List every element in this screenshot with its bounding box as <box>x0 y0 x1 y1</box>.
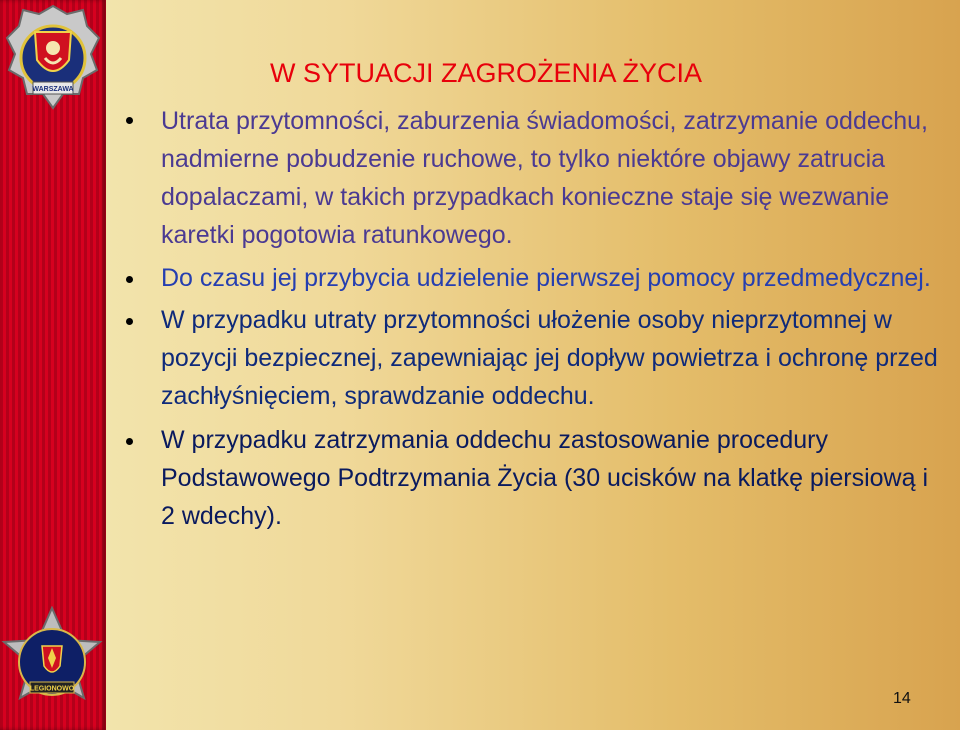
bullet-text: Do czasu jej przybycia udzielenie pierwszej pomocy przedmedycznej. <box>161 264 931 292</box>
bullet-dot-icon <box>126 318 133 325</box>
bullet-dot-icon <box>126 117 133 124</box>
bullet-list <box>118 102 938 535</box>
slide-title: W SYTUACJI ZAGROŻENIA ŻYCIA <box>270 58 703 88</box>
bullet-dot-icon <box>126 276 133 283</box>
police-star-badge-icon <box>0 606 104 726</box>
bullet-text: W przypadku utraty przytomności ułożenie osoby nieprzytomnej w pozycji bezpiecznej, zapewniając jej dopływ powietrza i ochronę przed zachłyśnięciem, sprawdzanie oddechu. <box>161 306 938 410</box>
bullet-dot-icon <box>126 438 133 445</box>
bullet-item <box>118 259 938 297</box>
bullet-text: Utrata przytomności, zaburzenia świadomości, zatrzymanie oddechu, nadmierne pobudzenie ruchowe, to tylko niektóre objawy zatrucia dopalaczami, w takich przypadkach konieczne staje się wezwanie karetki pogotowia ratunkowego. <box>161 107 929 249</box>
bullet-item <box>118 102 938 254</box>
page-number: 14 <box>893 690 911 707</box>
bullet-item <box>118 421 938 535</box>
police-badge-icon <box>5 2 101 120</box>
bullet-text: W przypadku zatrzymania oddechu zastosowanie procedury Podstawowego Podtrzymania Życia (30 ucisków na klatkę piersiową i 2 wdechy). <box>161 426 929 530</box>
svg-text:LEGIONOWO: LEGIONOWO <box>29 685 75 693</box>
svg-text:WARSZAWA: WARSZAWA <box>32 86 74 93</box>
left-decorative-strip <box>0 0 106 730</box>
bullet-item <box>118 301 938 415</box>
